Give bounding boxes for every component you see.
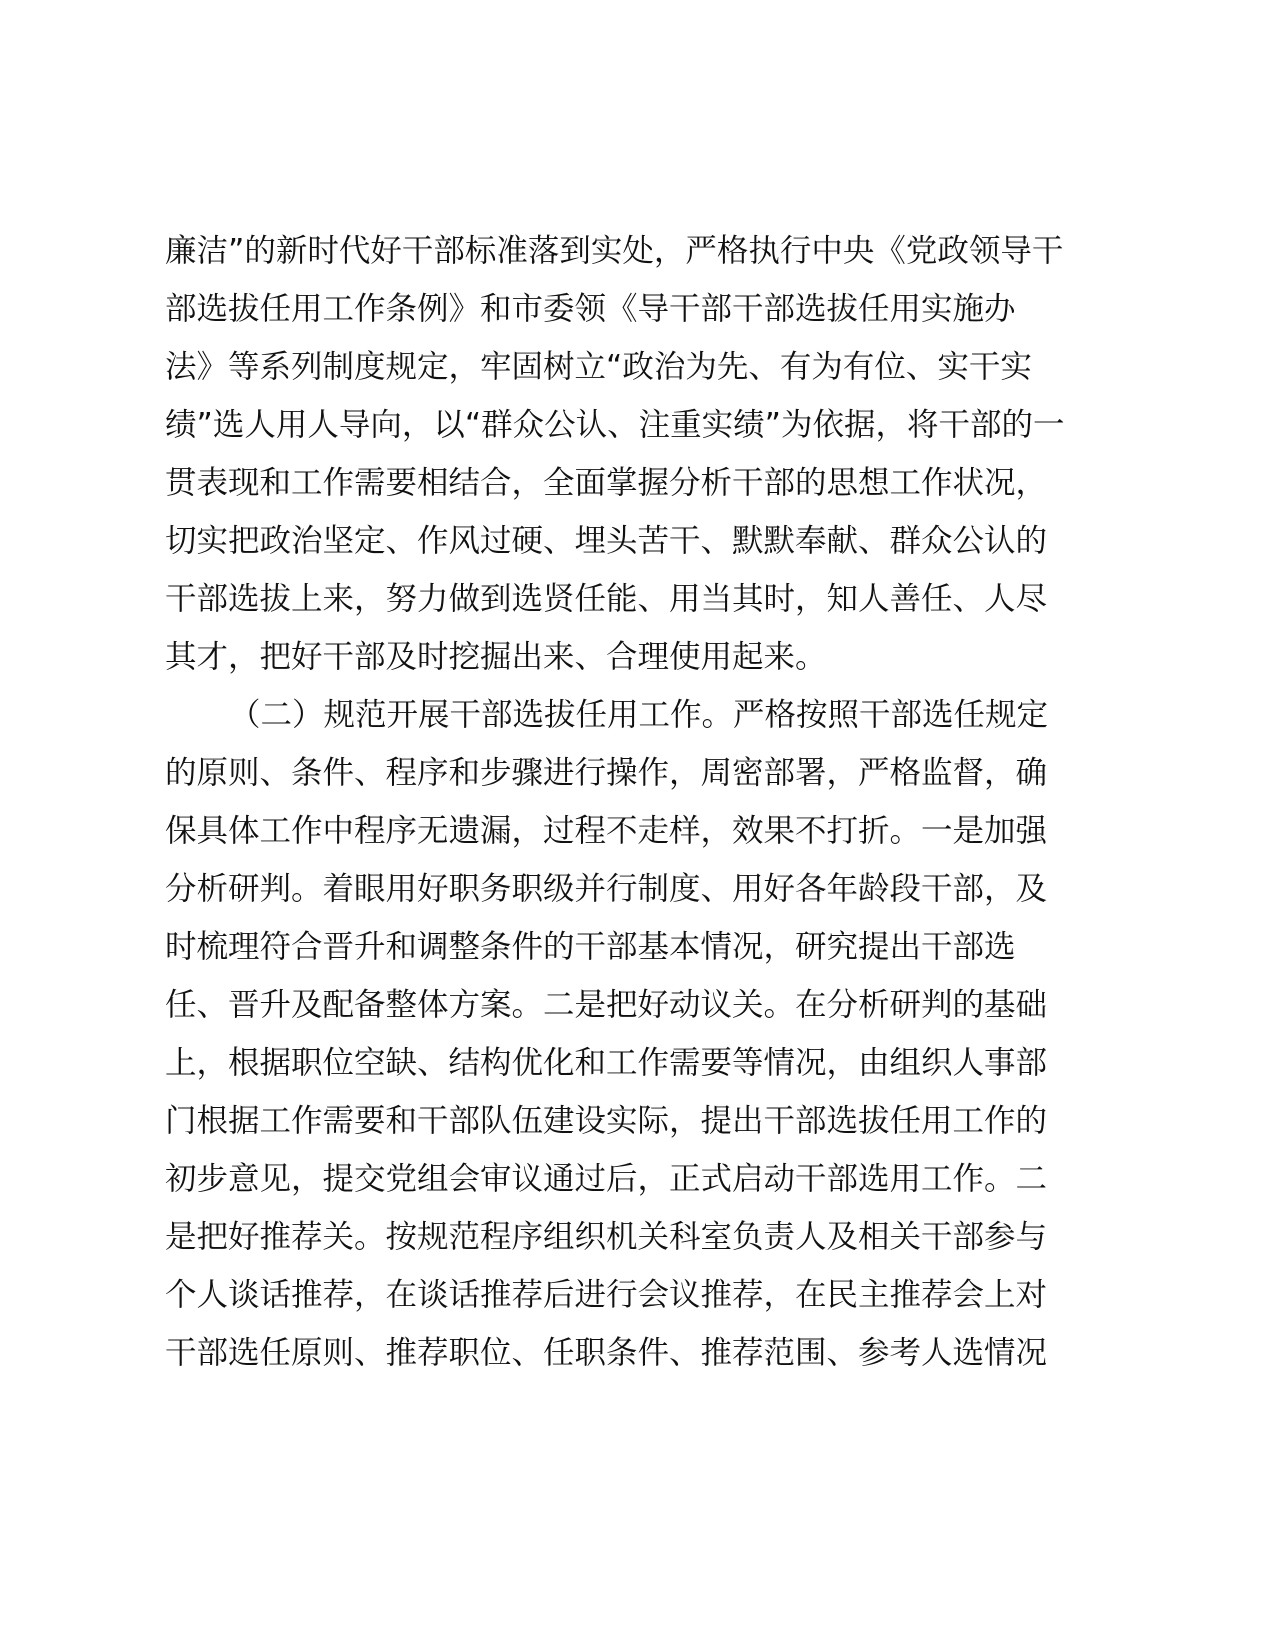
text-line-19: 个人谈话推荐，在谈话推荐后进行会议推荐，在民主推荐会上对 bbox=[165, 1277, 1048, 1313]
text-line-13: 时梳理符合晋升和调整条件的干部基本情况，研究提出干部选 bbox=[165, 929, 1016, 965]
text-line-6: 切实把政治坚定、作风过硬、埋头苦干、默默奉献、群众公认的 bbox=[165, 523, 1048, 559]
text-line-5: 贯表现和工作需要相结合，全面掌握分析干部的思想工作状况， bbox=[165, 465, 1048, 501]
text-line-2: 部选拔任用工作条例》和市委领《导干部干部选拔任用实施办 bbox=[165, 291, 1016, 327]
text-line-8: 其才，把好干部及时挖掘出来、合理使用起来。 bbox=[165, 639, 827, 675]
body-text bbox=[165, 222, 1125, 1382]
text-line-4: 绩”选人用人导向，以“群众公认、注重实绩”为依据，将干部的一 bbox=[165, 407, 1065, 443]
text-line-12: 分析研判。着眼用好职务职级并行制度、用好各年龄段干部，及 bbox=[165, 871, 1048, 907]
text-line-7: 干部选拔上来，努力做到选贤任能、用当其时，知人善任、人尽 bbox=[165, 581, 1048, 617]
text-line-3: 法》等系列制度规定，牢固树立“政治为先、有为有位、实干实 bbox=[165, 349, 1032, 385]
text-line-20: 干部选任原则、推荐职位、任职条件、推荐范围、参考人选情况 bbox=[165, 1335, 1048, 1371]
section-heading-line: （二）规范开展干部选拔任用工作。严格按照干部选任规定 bbox=[229, 697, 1049, 733]
text-line-18: 是把好推荐关。按规范程序组织机关科室负责人及相关干部参与 bbox=[165, 1219, 1048, 1255]
text-line-1: 廉洁”的新时代好干部标准落到实处，严格执行中央《党政领导干 bbox=[165, 233, 1064, 269]
text-line-17: 初步意见，提交党组会审议通过后，正式启动干部选用工作。二 bbox=[165, 1161, 1048, 1197]
text-line-11: 保具体工作中程序无遗漏，过程不走样，效果不打折。一是加强 bbox=[165, 813, 1048, 849]
text-line-15: 上，根据职位空缺、结构优化和工作需要等情况，由组织人事部 bbox=[165, 1045, 1048, 1081]
text-line-16: 门根据工作需要和干部队伍建设实际，提出干部选拔任用工作的 bbox=[165, 1103, 1048, 1139]
text-line-10: 的原则、条件、程序和步骤进行操作，周密部署，严格监督，确 bbox=[165, 755, 1048, 791]
text-line-14: 任、晋升及配备整体方案。二是把好动议关。在分析研判的基础 bbox=[165, 987, 1048, 1023]
